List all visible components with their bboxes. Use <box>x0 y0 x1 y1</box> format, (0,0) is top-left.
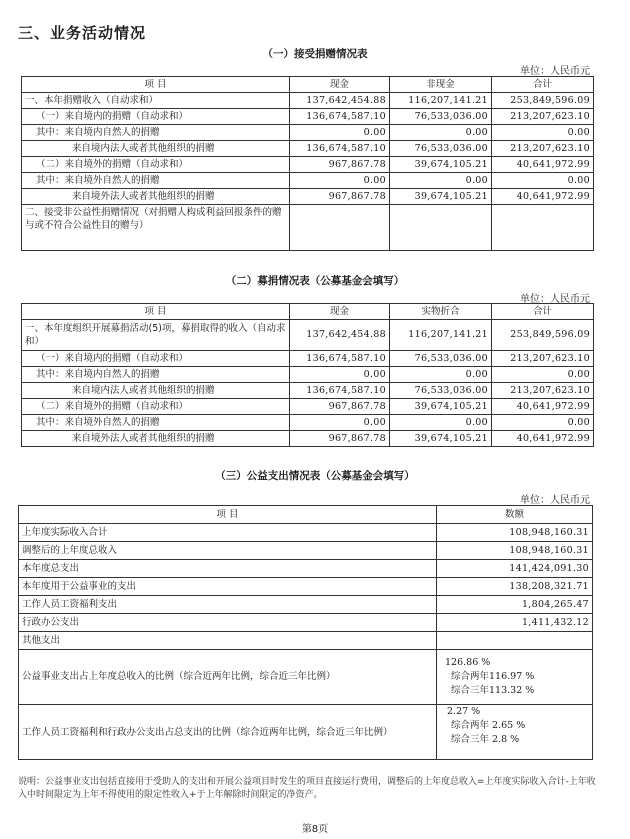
cell-noncash: 39,674,105.21 <box>390 189 492 205</box>
table2-unit: 单位：人民币元 <box>520 294 590 305</box>
table-row <box>22 383 594 399</box>
cell-cash: 967,867.78 <box>290 399 390 415</box>
row-label: 其中：来自境外自然人的捐赠 <box>22 173 290 189</box>
cell-amount: 138,208,321.71 <box>437 578 593 596</box>
cell-amount: 1,804,265.47 <box>437 596 593 614</box>
cell-noncash: 76,533,036.00 <box>390 141 492 157</box>
cell-cash: 0.00 <box>290 173 390 189</box>
cell-amount: 1,411,432.12 <box>437 614 593 632</box>
cell-total: 0.00 <box>492 125 594 141</box>
cell-noncash: 0.00 <box>390 125 492 141</box>
row-label: 来自境内法人或者其他组织的捐赠 <box>22 383 290 399</box>
ratio-charity-three-year: 综合三年113.32 % <box>451 685 535 696</box>
table-row <box>19 632 593 650</box>
header-cash: 现金 <box>290 304 390 320</box>
cell-total: 0.00 <box>492 173 594 189</box>
cell-amount: 108,948,160.31 <box>437 542 593 560</box>
header-item: 项 目 <box>22 304 290 320</box>
row-label: 来自境内法人或者其他组织的捐赠 <box>22 141 290 157</box>
header-total: 合计 <box>492 304 594 320</box>
row-label: （二）来自境外的捐赠（自动求和） <box>22 157 290 173</box>
table1-title: （一）接受捐赠情况表 <box>262 48 368 60</box>
table-row <box>19 614 593 632</box>
cell-in-kind: 0.00 <box>390 367 492 383</box>
row-label: 其中：来自境内自然人的捐赠 <box>22 125 290 141</box>
cell-cash: 137,642,454.88 <box>290 93 390 109</box>
row-label: 工作人员工资福利支出 <box>19 596 437 614</box>
cell-cash: 0.00 <box>290 367 390 383</box>
ratio-charity-values <box>437 650 593 705</box>
cell-cash <box>290 205 390 251</box>
cell-noncash: 39,674,105.21 <box>390 157 492 173</box>
cell-in-kind: 76,533,036.00 <box>390 351 492 367</box>
cell-total: 0.00 <box>492 415 594 431</box>
cell-total: 0.00 <box>492 367 594 383</box>
cell-cash: 137,642,454.88 <box>290 320 390 351</box>
cell-cash: 0.00 <box>290 125 390 141</box>
table-header-row <box>22 304 594 320</box>
table-row <box>22 367 594 383</box>
row-label: 本年度总支出 <box>19 560 437 578</box>
cell-total: 40,641,972.99 <box>492 157 594 173</box>
table-row <box>22 125 594 141</box>
row-label: 本年度用于公益事业的支出 <box>19 578 437 596</box>
table-row <box>19 596 593 614</box>
page-number: 第8页 <box>301 824 329 835</box>
table3-title: （三）公益支出情况表（公募基金会填写） <box>215 470 415 482</box>
row-label: 一、本年度组织开展募捐活动(5)项，募捐取得的收入（自动求和） <box>22 320 290 351</box>
table-header-row <box>22 77 594 93</box>
cell-total: 213,207,623.10 <box>492 383 594 399</box>
donation-table <box>21 76 594 251</box>
cell-in-kind: 39,674,105.21 <box>390 431 492 447</box>
table-row <box>19 650 593 705</box>
row-label: 行政办公支出 <box>19 614 437 632</box>
row-label: 调整后的上年度总收入 <box>19 542 437 560</box>
row-label: （一）来自境内的捐赠（自动求和） <box>22 109 290 125</box>
cell-cash: 967,867.78 <box>290 189 390 205</box>
cell-cash: 967,867.78 <box>290 431 390 447</box>
cell-in-kind: 76,533,036.00 <box>390 383 492 399</box>
header-noncash: 非现金 <box>390 77 492 93</box>
cell-in-kind: 116,207,141.21 <box>390 320 492 351</box>
ratio-charity-two-year: 综合两年116.97 % <box>451 671 535 682</box>
section-title: 三、业务活动情况 <box>18 24 147 42</box>
table3-unit: 单位：人民币元 <box>520 495 590 506</box>
ratio-admin-current: 2.27 % <box>447 706 481 717</box>
cell-noncash: 76,533,036.00 <box>390 109 492 125</box>
cell-total <box>492 205 594 251</box>
table-row <box>19 705 593 760</box>
table-row <box>22 205 594 251</box>
header-item: 项 目 <box>19 506 437 524</box>
ratio-charity-current: 126.86 % <box>445 657 491 668</box>
ratio-charity-label: 公益事业支出占上年度总收入的比例（综合近两年比例，综合近三年比例） <box>19 650 437 705</box>
table-row <box>22 173 594 189</box>
row-label: （一）来自境内的捐赠（自动求和） <box>22 351 290 367</box>
cell-total: 40,641,972.99 <box>492 189 594 205</box>
row-label: 上年度实际收入合计 <box>19 524 437 542</box>
cell-cash: 136,674,587.10 <box>290 383 390 399</box>
cell-noncash <box>390 205 492 251</box>
ratio-admin-three-year: 综合三年 2.8 % <box>451 734 520 745</box>
cell-total: 213,207,623.10 <box>492 351 594 367</box>
cell-cash: 136,674,587.10 <box>290 141 390 157</box>
row-label: 来自境外法人或者其他组织的捐赠 <box>22 431 290 447</box>
table-row <box>22 109 594 125</box>
cell-total: 213,207,623.10 <box>492 109 594 125</box>
cell-in-kind: 0.00 <box>390 415 492 431</box>
ratio-admin-two-year: 综合两年 2.65 % <box>451 720 526 731</box>
row-label: 来自境外法人或者其他组织的捐赠 <box>22 189 290 205</box>
table-row <box>22 189 594 205</box>
table-row <box>22 351 594 367</box>
table1-unit: 单位：人民币元 <box>520 66 590 77</box>
cell-cash: 136,674,587.10 <box>290 351 390 367</box>
ratio-admin-values <box>437 705 593 760</box>
row-label: 二、接受非公益性捐赠情况（对捐赠人构成利益回报条件的赠与或不符合公益性目的赠与） <box>22 205 290 251</box>
public-welfare-expense-table <box>18 505 593 760</box>
table-row <box>22 399 594 415</box>
table2-title: （二）募捐情况表（公募基金会填写） <box>225 275 405 287</box>
header-item: 项 目 <box>22 77 290 93</box>
cell-noncash: 116,207,141.21 <box>390 93 492 109</box>
cell-amount <box>437 632 593 650</box>
table-row <box>19 560 593 578</box>
cell-amount: 108,948,160.31 <box>437 524 593 542</box>
table-header-row <box>19 506 593 524</box>
row-label: 其中：来自境外自然人的捐赠 <box>22 415 290 431</box>
fundraising-table <box>21 303 594 447</box>
cell-cash: 0.00 <box>290 415 390 431</box>
table-row <box>22 157 594 173</box>
table-row <box>22 415 594 431</box>
cell-total: 213,207,623.10 <box>492 141 594 157</box>
header-cash: 现金 <box>290 77 390 93</box>
cell-total: 253,849,596.09 <box>492 320 594 351</box>
table-row <box>22 93 594 109</box>
table-row <box>19 524 593 542</box>
cell-total: 253,849,596.09 <box>492 93 594 109</box>
cell-cash: 967,867.78 <box>290 157 390 173</box>
row-label: 一、本年捐赠收入（自动求和） <box>22 93 290 109</box>
table-row <box>19 542 593 560</box>
table-row <box>22 431 594 447</box>
cell-cash: 136,674,587.10 <box>290 109 390 125</box>
cell-total: 40,641,972.99 <box>492 399 594 415</box>
header-total: 合计 <box>492 77 594 93</box>
row-label: 其中：来自境内自然人的捐赠 <box>22 367 290 383</box>
row-label: 其他支出 <box>19 632 437 650</box>
cell-total: 40,641,972.99 <box>492 431 594 447</box>
table-row <box>22 141 594 157</box>
cell-in-kind: 39,674,105.21 <box>390 399 492 415</box>
table-row <box>19 578 593 596</box>
table-row <box>22 320 594 351</box>
footnote: 说明：公益事业支出包括直接用于受助人的支出和开展公益项目时发生的项目直接运行费用，调整后的上年度总收入=上年度实际收入合计-上年收入中时间限定为上年不得使用的限定性收入+于上年解除时间限定的净资产。 <box>18 777 596 800</box>
header-amount: 数额 <box>437 506 593 524</box>
cell-noncash: 0.00 <box>390 173 492 189</box>
row-label: （二）来自境外的捐赠（自动求和） <box>22 399 290 415</box>
ratio-admin-label: 工作人员工资福利和行政办公支出占总支出的比例（综合近两年比例，综合近三年比例） <box>19 705 437 760</box>
header-in-kind: 实物折合 <box>390 304 492 320</box>
cell-amount: 141,424,091.30 <box>437 560 593 578</box>
